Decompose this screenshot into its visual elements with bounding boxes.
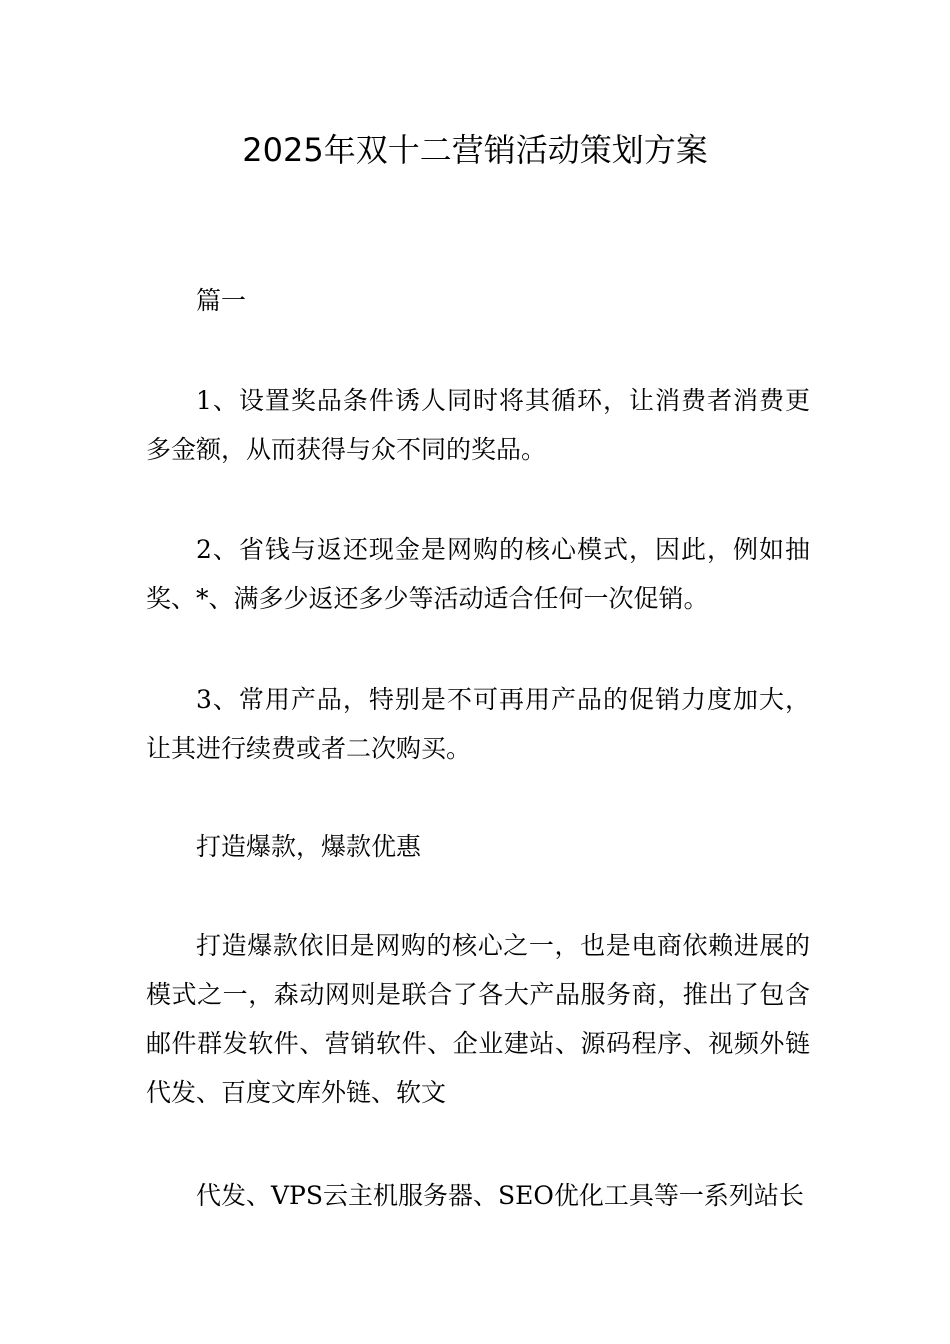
- document-title: 2025年双十二营销活动策划方案: [242, 131, 708, 169]
- section-heading-hot-products: 打造爆款，爆款优惠: [196, 832, 422, 861]
- paragraph-point-1: 1、设置奖品条件诱人同时将其循环，让消费者消费更多金额，从而获得与众不同的奖品。: [146, 386, 810, 464]
- paragraph-point-3: 3、常用产品，特别是不可再用产品的促销力度加大，让其进行续费或者二次购买。: [146, 685, 810, 763]
- paragraph-point-2: 2、省钱与返还现金是网购的核心模式，因此，例如抽奖、*、满多少返还多少等活动适合任何一次促销。: [146, 535, 810, 613]
- paragraph-hot-products: 打造爆款依旧是网购的核心之一，也是电商依赖进展的模式之一，森动网则是联合了各大产品服务商，推出了包含邮件群发软件、营销软件、企业建站、源码程序、视频外链代发、百度文库外链、软文: [146, 931, 810, 1107]
- section-heading-part-one: 篇一: [196, 286, 247, 315]
- paragraph-continuation: 代发、VPS云主机服务器、SEO优化工具等一系列站长: [196, 1181, 804, 1210]
